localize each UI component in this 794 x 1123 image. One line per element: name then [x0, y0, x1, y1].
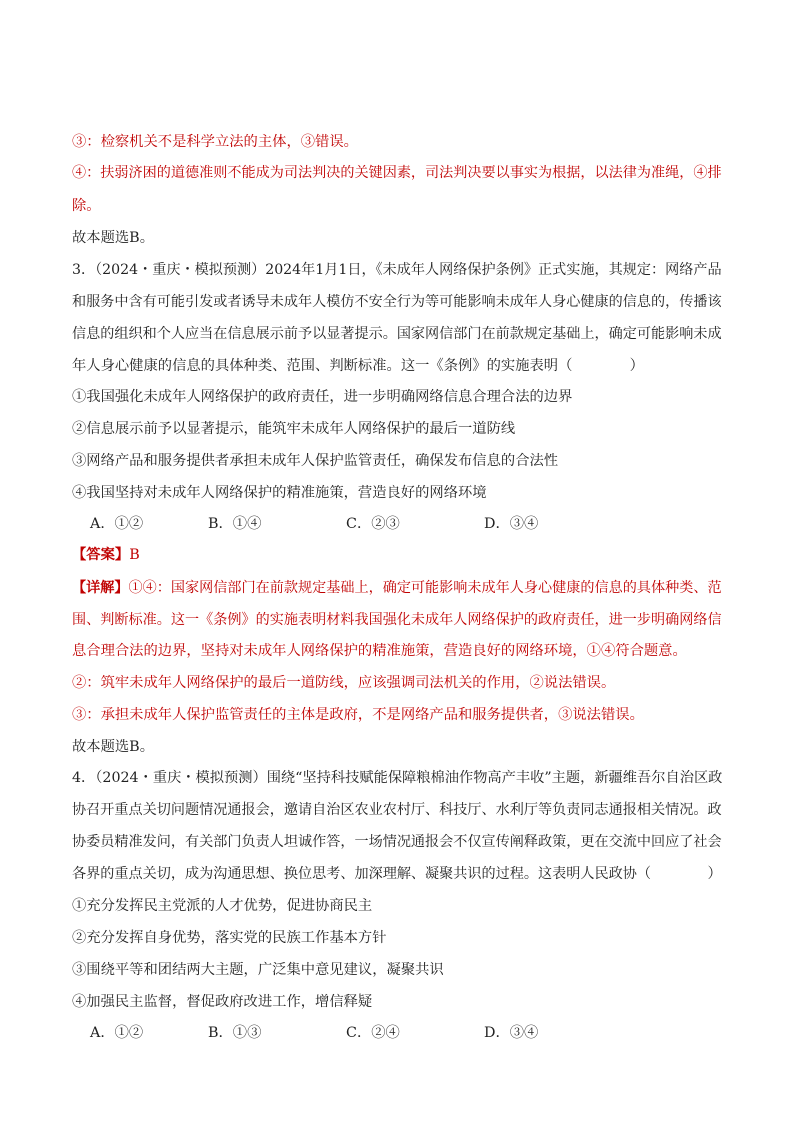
question-3-detail-line: 息合理合法的边界，坚持对未成年人网络保护的精准施策，营造良好的网络环境，①④符合题意。: [72, 643, 687, 659]
question-3-stem-line: 和服务中含有可能引发或者诱导未成年人模仿不安全行为等可能影响未成年人身心健康的信息的，传播该: [72, 294, 722, 310]
question-3-conclusion: 故本题选B。: [72, 739, 154, 755]
question-3-answer: [72, 545, 140, 565]
question-3-detail-line: ②：筑牢未成年人网络保护的最后一道防线，应该强调司法机关的作用，②说法错误。: [72, 675, 616, 691]
conclusion-line: 故本题选B。: [72, 230, 154, 246]
question-3-option-a: A．①②: [90, 516, 144, 532]
answer-value: B: [129, 547, 140, 563]
question-4-item: ②充分发挥自身优势，落实党的民族工作基本方针: [72, 930, 387, 946]
question-3-item: ①我国强化未成年人网络保护的政府责任，进一步明确网络信息合理合法的边界: [72, 389, 573, 405]
question-3-option-c: C．②③: [346, 516, 400, 532]
question-3-detail-line: [72, 578, 722, 598]
question-3-detail-line: 围、判断标准。这一《条例》的实施表明材料我国强化未成年人网络保护的政府责任，进一步明确网络信: [72, 612, 722, 628]
question-3-stem-line: 信息的组织和个人应当在信息展示前予以显著提示。国家网信部门在前款规定基础上，确定可能影响未成: [72, 326, 722, 342]
question-4-stem-line: 各界的重点关切，成为沟通思想、换位思考、加深理解、凝聚共识的过程。这表明人民政协（ ）: [72, 866, 722, 882]
question-4-item: ①充分发挥民主党派的人才优势，促进协商民主: [72, 898, 373, 914]
question-3-detail-line: ③：承担未成年人保护监管责任的主体是政府，不是网络产品和服务提供者，③说法错误。: [72, 707, 644, 723]
question-4-option-d: D．③④: [484, 1025, 539, 1041]
question-3-item: ③网络产品和服务提供者承担未成年人保护监管责任，确保发布信息的合法性: [72, 453, 559, 469]
question-3-option-d: D．③④: [484, 516, 539, 532]
explanation-line: ④：扶弱济困的道德准则不能成为司法判决的关键因素，司法判决要以事实为根据，以法律为准绳，④排: [72, 165, 722, 181]
explanation-line: 除。: [72, 198, 101, 214]
question-3-item: ④我国坚持对未成年人网络保护的精准施策，营造良好的网络环境: [72, 485, 487, 501]
question-4-option-b: B．①③: [208, 1025, 262, 1041]
question-3-item: ②信息展示前予以显著提示，能筑牢未成年人网络保护的最后一道防线: [72, 421, 516, 437]
explanation-line: ③：检察机关不是科学立法的主体，③错误。: [72, 134, 358, 150]
question-4-stem-line: 4．（2024・重庆・模拟预测）围绕“坚持科技赋能保障粮棉油作物高产丰收”主题，新疆维吾尔自治区政: [72, 770, 723, 786]
question-3-stem-line: 年人身心健康的信息的具体种类、范围、判断标准。这一《条例》的实施表明（ ）: [72, 358, 644, 374]
question-4-item: ③围绕平等和团结两大主题，广泛集中意见建议，凝聚共识: [72, 962, 444, 978]
question-4-stem-line: 协召开重点关切问题情况通报会，邀请自治区农业农村厅、科技厅、水利厅等负责同志通报相关情况。政: [72, 802, 722, 818]
question-4-option-a: A．①②: [90, 1025, 144, 1041]
question-4-option-c: C．②④: [346, 1025, 400, 1041]
answer-label: 【答案】: [72, 547, 130, 563]
question-4-stem-line: 协委员精准发问，有关部门负责人坦诚作答，一场情况通报会不仅宣传阐释政策，更在交流中回应了社会: [72, 834, 722, 850]
question-4-item: ④加强民主监督，督促政府改进工作，增信释疑: [72, 994, 373, 1010]
detail-label: 【详解】: [72, 580, 129, 596]
question-3-stem-line: 3．（2024・重庆・模拟预测）2024年1月1日，《未成年人网络保护条例》正式实施，其规定：网络产品: [72, 262, 722, 278]
detail-text: ①④：国家网信部门在前款规定基础上，确定可能影响未成年人身心健康的信息的具体种类、范: [128, 580, 722, 596]
question-3-option-b: B．①④: [208, 516, 262, 532]
